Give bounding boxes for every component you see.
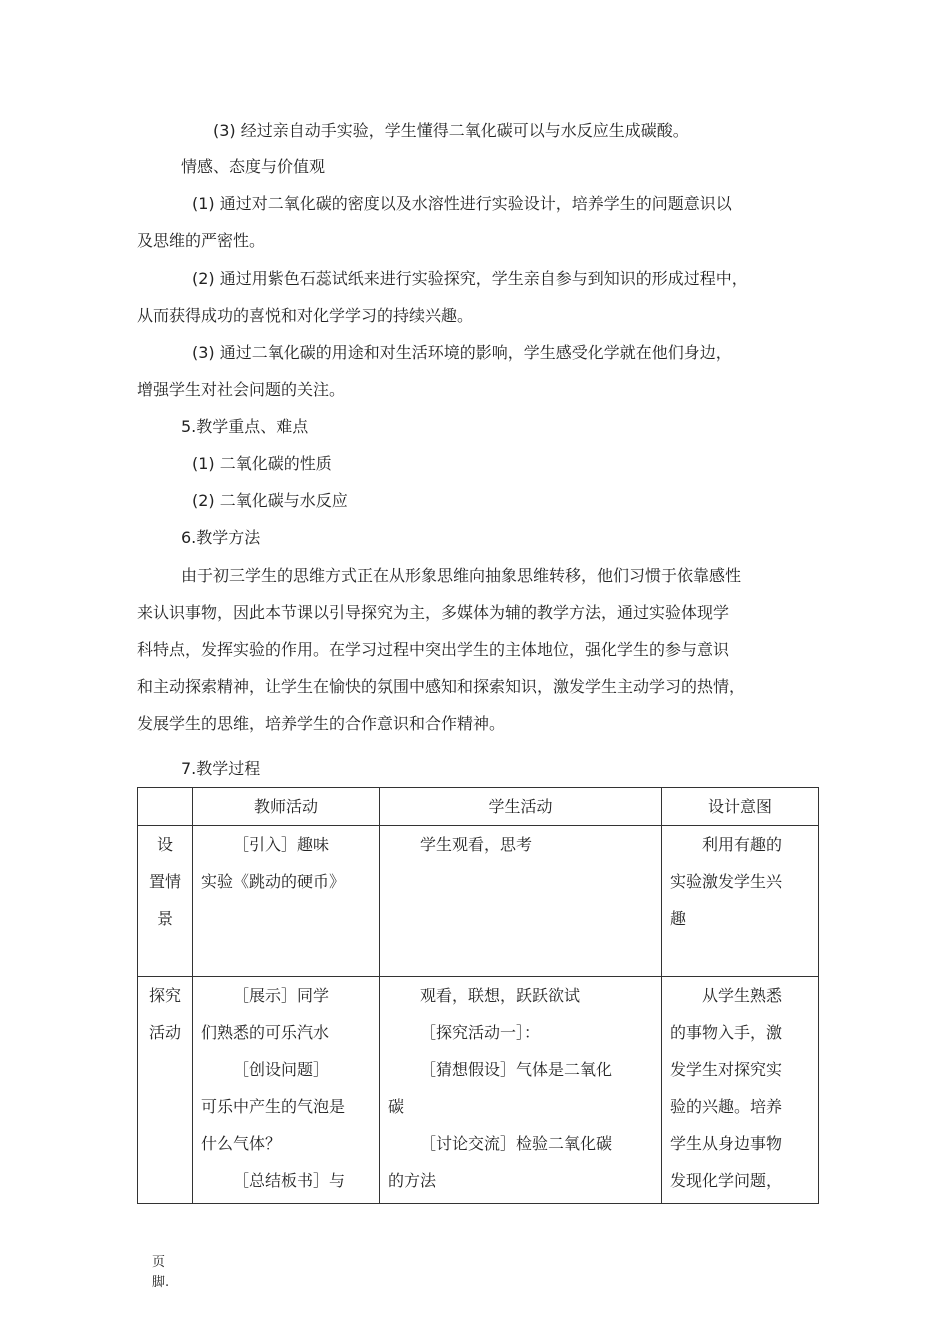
stage-line: 设 xyxy=(156,835,173,854)
intent-line: 实验激发学生兴 xyxy=(670,872,783,891)
value-2-line1: (2) 通过用紫色石蕊试纸来进行实验探究，学生亲自参与到知识的形成过程中， xyxy=(192,269,748,288)
value-2-line2: 从而获得成功的喜悦和对化学学习的持续兴趣。 xyxy=(137,306,474,325)
heading-method: 6.教学方法 xyxy=(181,528,261,547)
intent-line: 趣 xyxy=(670,909,687,928)
objective-3: (3) 经过亲自动手实验，学生懂得二氧化碳可以与水反应生成碳酸。 xyxy=(213,121,689,140)
heading-key-points: 5.教学重点、难点 xyxy=(181,417,309,436)
student-line: 碳 xyxy=(388,1097,405,1116)
section-attitude-values: 情感、态度与价值观 xyxy=(181,157,326,176)
teacher-line: ［总结板书］与 xyxy=(233,1171,346,1190)
value-1-line1: (1) 通过对二氧化碳的密度以及水溶性进行实验设计，培养学生的问题意识以 xyxy=(192,194,732,213)
intent-line: 验的兴趣。培养 xyxy=(670,1097,783,1116)
method-line5: 发展学生的思维，培养学生的合作意识和合作精神。 xyxy=(137,714,506,733)
value-3-line1: (3) 通过二氧化碳的用途和对生活环境的影响，学生感受化学就在他们身边， xyxy=(192,343,732,362)
intent-line: 发现化学问题， xyxy=(670,1171,783,1190)
teacher-line: 实验《跳动的硬币》 xyxy=(201,872,346,891)
stage-line: 景 xyxy=(156,909,173,928)
method-line3: 科特点，发挥实验的作用。在学习过程中突出学生的主体地位，强化学生的参与意识 xyxy=(137,640,730,659)
intent-line: 从学生熟悉 xyxy=(702,986,783,1005)
table-row xyxy=(138,826,819,977)
student-line: ［探究活动一］： xyxy=(420,1023,541,1042)
teacher-line: ［展示］同学 xyxy=(233,986,330,1005)
teacher-line: 们熟悉的可乐汽水 xyxy=(201,1023,330,1042)
value-1-line2: 及思维的严密性。 xyxy=(137,231,266,250)
intent-line: 发学生对探究实 xyxy=(670,1060,783,1079)
header-student: 学生活动 xyxy=(380,788,662,826)
teacher-cell xyxy=(193,977,380,1204)
stage-line: 探究 xyxy=(148,986,181,1005)
student-line: 的方法 xyxy=(388,1171,437,1190)
teaching-process-table xyxy=(137,787,819,1204)
intent-cell xyxy=(662,977,819,1204)
stage-cell xyxy=(138,826,193,977)
header-stage xyxy=(138,788,193,826)
intent-line: 的事物入手，激 xyxy=(670,1023,783,1042)
method-line4: 和主动探索精神，让学生在愉快的氛围中感知和探索知识，激发学生主动学习的热情， xyxy=(137,677,746,696)
intent-line: 学生从身边事物 xyxy=(670,1134,783,1153)
student-cell xyxy=(380,826,662,977)
intent-line: 利用有趣的 xyxy=(702,835,783,854)
stage-cell xyxy=(138,977,193,1204)
key-point-1: (1) 二氧化碳的性质 xyxy=(192,454,332,473)
stage-line: 活动 xyxy=(148,1023,181,1042)
table-header-row xyxy=(138,788,819,826)
student-line: 学生观看，思考 xyxy=(420,835,533,854)
teacher-line: 什么气体？ xyxy=(201,1134,282,1153)
key-point-2: (2) 二氧化碳与水反应 xyxy=(192,491,348,510)
student-line: 观看，联想，跃跃欲试 xyxy=(420,986,581,1005)
value-3-line2: 增强学生对社会问题的关注。 xyxy=(137,380,346,399)
teacher-line: ［引入］趣味 xyxy=(233,835,330,854)
header-intent: 设计意图 xyxy=(662,788,819,826)
method-line2: 来认识事物，因此本节课以引导探究为主，多媒体为辅的教学方法，通过实验体现学 xyxy=(137,603,730,622)
footer-line2: 脚. xyxy=(152,1275,170,1290)
student-cell xyxy=(380,977,662,1204)
method-line1: 由于初三学生的思维方式正在从形象思维向抽象思维转移，他们习惯于依靠感性 xyxy=(181,566,742,585)
stage-line: 置情 xyxy=(148,872,181,891)
footer-line1: 页 xyxy=(152,1255,166,1270)
teacher-line: 可乐中产生的气泡是 xyxy=(201,1097,346,1116)
heading-process: 7.教学过程 xyxy=(181,759,261,778)
header-teacher: 教师活动 xyxy=(193,788,380,826)
intent-cell xyxy=(662,826,819,977)
teacher-line: ［创设问题］ xyxy=(233,1060,330,1079)
table-row xyxy=(138,977,819,1204)
student-line: ［讨论交流］检验二氧化碳 xyxy=(420,1134,613,1153)
teacher-cell xyxy=(193,826,380,977)
student-line: ［猜想假设］气体是二氧化 xyxy=(420,1060,613,1079)
